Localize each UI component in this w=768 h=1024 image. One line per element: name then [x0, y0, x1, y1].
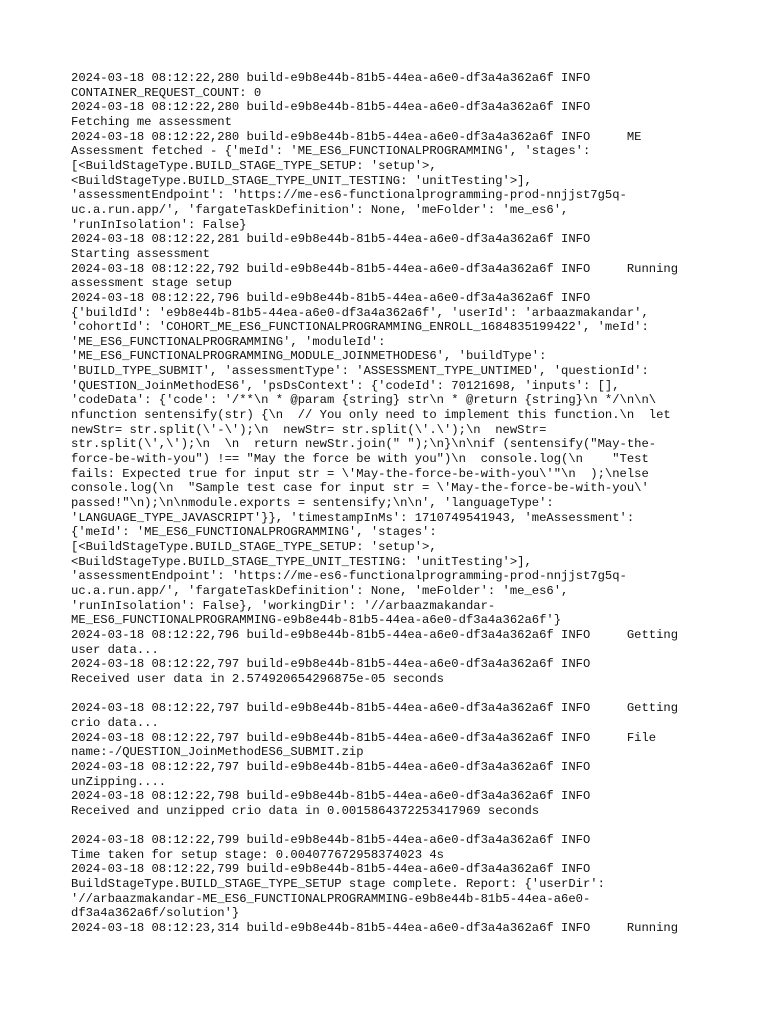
log-line: Assessment fetched - {'meId': 'ME_ES6_FUNCTIONALPROGRAMMING', 'stages':	[71, 144, 591, 159]
log-line: passed!"\n);\n\nmodule.exports = sentensify;\n\n', 'languageType':	[71, 496, 554, 511]
log-line: 2024-03-18 08:12:22,280 build-e9b8e44b-81b5-44ea-a6e0-df3a4a362a6f INFO ME	[71, 129, 642, 144]
log-line: 'runInIsolation': False}, 'workingDir': '//arbaazmakandar-	[71, 598, 496, 613]
log-line	[71, 687, 711, 702]
log-line: 'LANGUAGE_TYPE_JAVASCRIPT'}}, 'timestampInMs': 1710749541943, 'meAssessment':	[71, 510, 635, 525]
log-line: CONTAINER_REQUEST_COUNT: 0	[71, 85, 262, 100]
log-line: <BuildStageType.BUILD_STAGE_TYPE_UNIT_TESTING: 'unitTesting'>],	[71, 173, 532, 188]
log-line: 2024-03-18 08:12:22,796 build-e9b8e44b-81b5-44ea-a6e0-df3a4a362a6f INFO	[71, 290, 591, 305]
log-line: 2024-03-18 08:12:22,799 build-e9b8e44b-81b5-44ea-a6e0-df3a4a362a6f INFO	[71, 833, 591, 848]
log-line: Received and unzipped crio data in 0.0015864372253417969 seconds	[71, 803, 540, 818]
log-line: [<BuildStageType.BUILD_STAGE_TYPE_SETUP: 'setup'>,	[71, 158, 437, 173]
log-line: Received user data in 2.574920654296875e-05 seconds	[71, 671, 444, 686]
log-line: 'codeData': {'code': '/**\n * @param {string} str\n * @return {string}\n */\n\n\	[71, 393, 657, 408]
log-line: 'BUILD_TYPE_SUBMIT', 'assessmentType': 'ASSESSMENT_TYPE_UNTIMED', 'questionId':	[71, 364, 649, 379]
log-line	[71, 818, 711, 833]
log-line: 'assessmentEndpoint': 'https://me-es6-functionalprogramming-prod-nnjjst7g5q-	[71, 569, 627, 584]
log-line: newStr= str.split(\'-\');\n newStr= str.split(\'.\');\n newStr=	[71, 422, 547, 437]
log-line: <BuildStageType.BUILD_STAGE_TYPE_UNIT_TESTING: 'unitTesting'>],	[71, 554, 532, 569]
log-line: 2024-03-18 08:12:22,798 build-e9b8e44b-81b5-44ea-a6e0-df3a4a362a6f INFO	[71, 789, 591, 804]
log-line: crio data...	[71, 715, 159, 730]
log-line: str.split(\',\');\n \n return newStr.join(" ");\n}\n\nif (sentensify("May-the-	[71, 437, 657, 452]
log-line: 'QUESTION_JoinMethodES6', 'psDsContext': {'codeId': 70121698, 'inputs': [],	[71, 378, 620, 393]
log-line: Fetching me assessment	[71, 114, 232, 129]
log-line: 2024-03-18 08:12:22,799 build-e9b8e44b-81b5-44ea-a6e0-df3a4a362a6f INFO	[71, 862, 591, 877]
log-line: uc.a.run.app/', 'fargateTaskDefinition': None, 'meFolder': 'me_es6',	[71, 583, 569, 598]
log-line: console.log(\n "Sample test case for input str = \'May-the-force-be-with-you\'	[71, 481, 649, 496]
log-line: 2024-03-18 08:12:22,281 build-e9b8e44b-81b5-44ea-a6e0-df3a4a362a6f INFO	[71, 232, 591, 247]
log-line: 2024-03-18 08:12:22,797 build-e9b8e44b-81b5-44ea-a6e0-df3a4a362a6f INFO	[71, 759, 591, 774]
log-line: uc.a.run.app/', 'fargateTaskDefinition': None, 'meFolder': 'me_es6',	[71, 202, 569, 217]
log-line: 'ME_ES6_FUNCTIONALPROGRAMMING_MODULE_JOINMETHODES6', 'buildType':	[71, 349, 547, 364]
log-line: df3a4a362a6f/solution'}	[71, 906, 240, 921]
log-line: 2024-03-18 08:12:22,797 build-e9b8e44b-81b5-44ea-a6e0-df3a4a362a6f INFO Getting	[71, 701, 679, 716]
log-line: nfunction sentensify(str) {\n // You only need to implement this function.\n let	[71, 408, 671, 423]
log-line: BuildStageType.BUILD_STAGE_TYPE_SETUP stage complete. Report: {'userDir':	[71, 877, 605, 892]
log-line: 'assessmentEndpoint': 'https://me-es6-functionalprogramming-prod-nnjjst7g5q-	[71, 188, 627, 203]
log-line: [<BuildStageType.BUILD_STAGE_TYPE_SETUP: 'setup'>,	[71, 540, 437, 554]
log-line: 2024-03-18 08:12:22,792 build-e9b8e44b-81b5-44ea-a6e0-df3a4a362a6f INFO Running	[71, 261, 679, 276]
log-line: fails: Expected true for input str = \'May-the-force-be-with-you\'"\n );\nelse	[71, 466, 649, 481]
log-line: Time taken for setup stage: 0.004077672958374023 4s	[71, 847, 444, 862]
log-line: user data...	[71, 642, 159, 657]
log-line: 2024-03-18 08:12:22,280 build-e9b8e44b-81b5-44ea-a6e0-df3a4a362a6f INFO	[71, 100, 591, 115]
log-line: 2024-03-18 08:12:22,797 build-e9b8e44b-81b5-44ea-a6e0-df3a4a362a6f INFO	[71, 657, 591, 672]
log-line: {'meId': 'ME_ES6_FUNCTIONALPROGRAMMING', 'stages':	[71, 525, 437, 540]
log-line: 'runInIsolation': False}	[71, 217, 247, 232]
log-line: Starting assessment	[71, 246, 210, 261]
log-line: 2024-03-18 08:12:22,797 build-e9b8e44b-81b5-44ea-a6e0-df3a4a362a6f INFO File	[71, 730, 657, 745]
log-line: name:-/QUESTION_JoinMethodES6_SUBMIT.zip	[71, 745, 364, 760]
log-line: '//arbaazmakandar-ME_ES6_FUNCTIONALPROGRAMMING-e9b8e44b-81b5-44ea-a6e0-	[71, 891, 591, 906]
log-line: force-be-with-you") !== "May the force be with you")\n console.log(\n "Test	[71, 452, 649, 467]
log-line: 2024-03-18 08:12:22,280 build-e9b8e44b-81b5-44ea-a6e0-df3a4a362a6f INFO	[71, 71, 591, 85]
log-line: 2024-03-18 08:12:22,796 build-e9b8e44b-81b5-44ea-a6e0-df3a4a362a6f INFO Getting	[71, 627, 679, 642]
log-line: ME_ES6_FUNCTIONALPROGRAMMING-e9b8e44b-81b5-44ea-a6e0-df3a4a362a6f'}	[71, 613, 562, 628]
log-line: {'buildId': 'e9b8e44b-81b5-44ea-a6e0-df3a4a362a6f', 'userId': 'arbaazmakandar',	[71, 305, 649, 320]
log-line: 'ME_ES6_FUNCTIONALPROGRAMMING', 'moduleId':	[71, 334, 386, 349]
log-line: 'cohortId': 'COHORT_ME_ES6_FUNCTIONALPROGRAMMING_ENROLL_1684835199422', 'meId':	[71, 320, 649, 335]
log-line: assessment stage setup	[71, 276, 232, 291]
log-line: unZipping....	[71, 774, 167, 789]
log-output	[71, 71, 711, 936]
log-line: 2024-03-18 08:12:23,314 build-e9b8e44b-81b5-44ea-a6e0-df3a4a362a6f INFO Running	[71, 921, 679, 936]
